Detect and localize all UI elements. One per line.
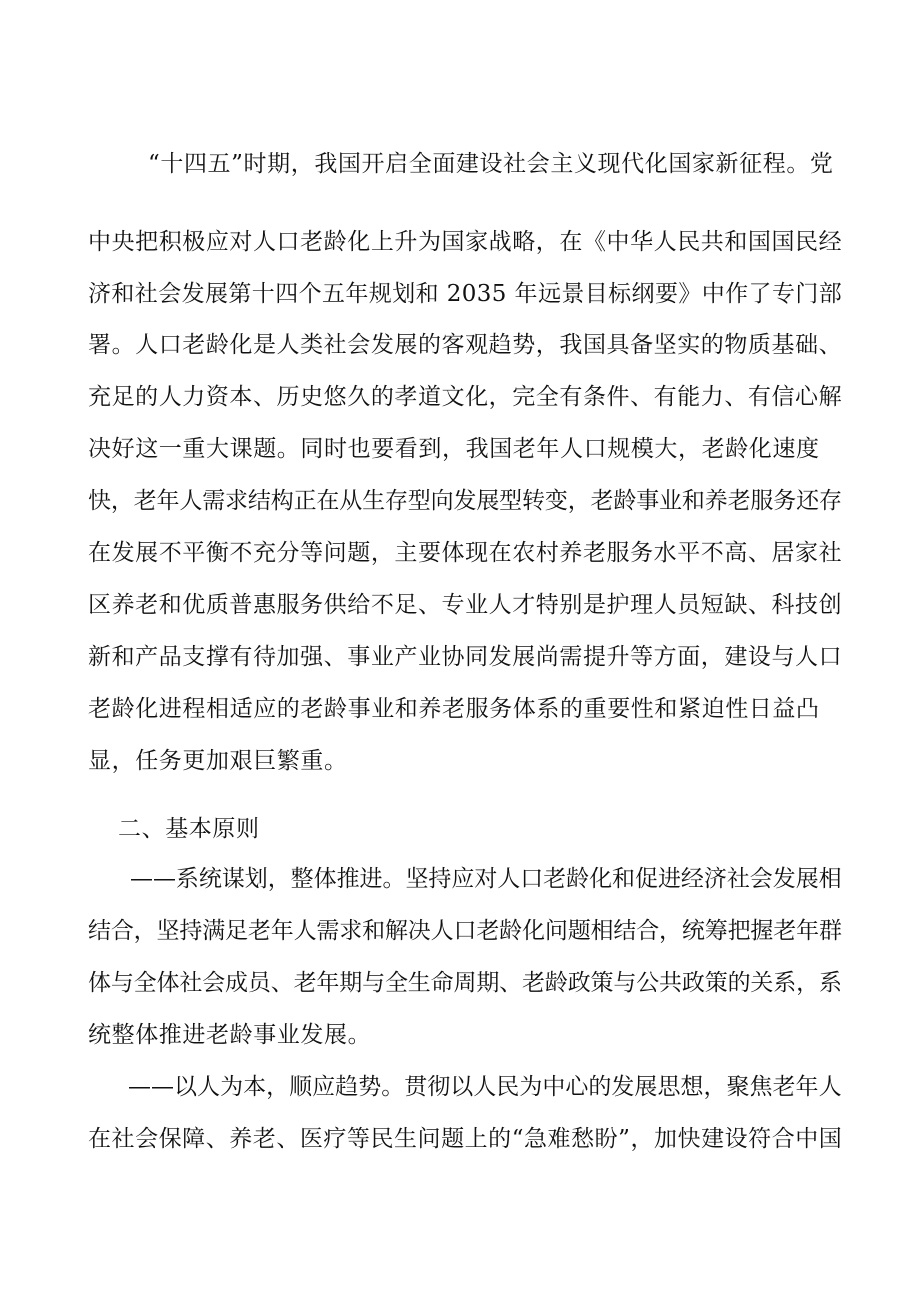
paragraph-line: 显，任务更加艰巨繁重。 <box>88 748 348 774</box>
paragraph-line: 区养老和优质普惠服务供给不足、专业人才特别是护理人员短缺、科技创 <box>88 592 843 618</box>
paragraph-line: 在发展不平衡不充分等问题，主要体现在农村养老服务水平不高、居家社 <box>88 540 843 566</box>
paragraph-line: 体与全体社会成员、老年期与全生命周期、老龄政策与公共政策的关系，系 <box>88 970 842 996</box>
paragraph-line: 署。人口老龄化是人类社会发展的客观趋势，我国具备坚实的物质基础、 <box>88 332 843 358</box>
paragraph-line: 在社会保障、养老、医疗等民生问题上的“急难愁盼”，加快建设符合中国 <box>88 1126 843 1152</box>
paragraph-line: 中央把积极应对人口老龄化上升为国家战略，在《中华人民共和国国民经 <box>88 229 843 255</box>
paragraph-line: 充足的人力资本、历史悠久的孝道文化，完全有条件、有能力、有信心解 <box>88 384 843 410</box>
paragraph-line: ——以人为本，顺应趋势。贯彻以人民为中心的发展思想，聚焦老年人 <box>128 1074 842 1100</box>
paragraph-line: “十四五”时期，我国开启全面建设社会主义现代化国家新征程。党 <box>148 151 834 177</box>
section-heading: 二、基本原则 <box>118 816 260 842</box>
paragraph-line: 结合，坚持满足老年人需求和解决人口老龄化问题相结合，统筹把握老年群 <box>88 918 842 944</box>
paragraph-line: 老龄化进程相适应的老龄事业和养老服务体系的重要性和紧迫性日益凸 <box>88 696 820 722</box>
paragraph-line: 快，老年人需求结构正在从生存型向发展型转变，老龄事业和养老服务还存 <box>88 488 842 514</box>
paragraph-line: 决好这一重大课题。同时也要看到，我国老年人口规模大，老龄化速度 <box>88 436 820 462</box>
paragraph-line: 新和产品支撑有待加强、事业产业协同发展尚需提升等方面，建设与人口 <box>88 644 843 670</box>
paragraph-line: 济和社会发展第十四个五年规划和 2035 年远景目标纲要》中作了专门部 <box>88 281 843 307</box>
paragraph-line: 统整体推进老龄事业发展。 <box>88 1022 372 1048</box>
paragraph-line: ——系统谋划，整体推进。坚持应对人口老龄化和促进经济社会发展相 <box>130 866 842 892</box>
